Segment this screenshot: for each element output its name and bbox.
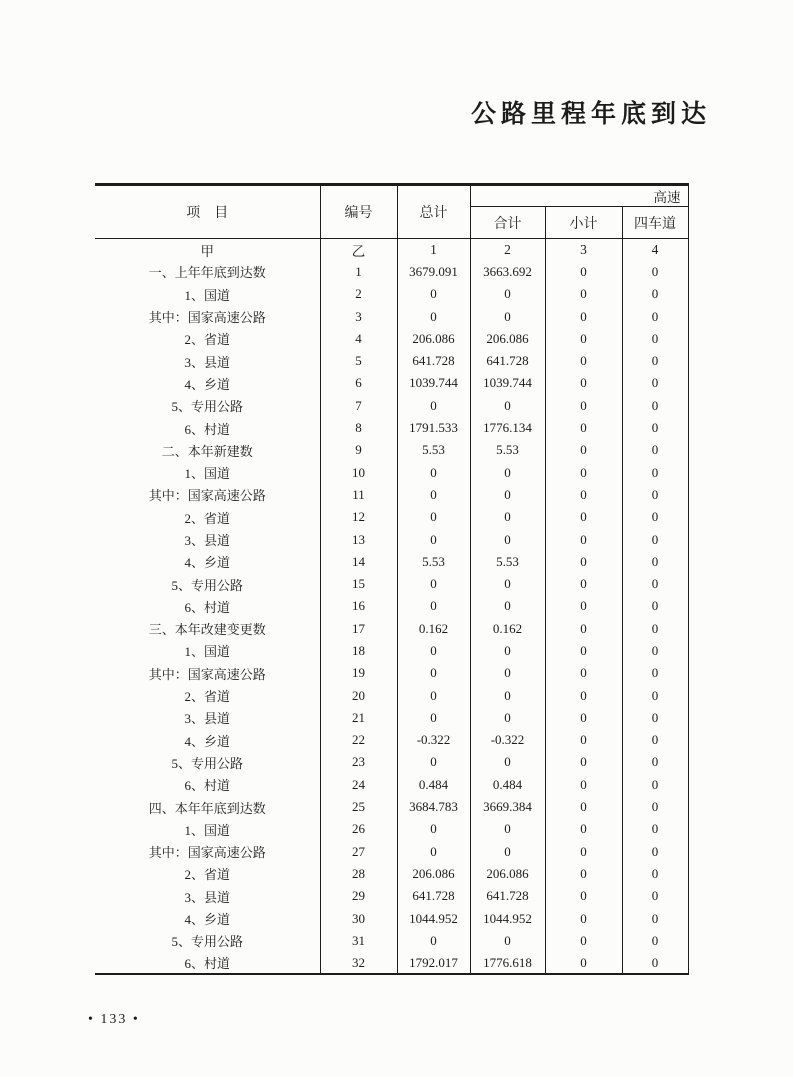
total-cell: 1039.744	[397, 372, 470, 394]
subtotal-cell: 0	[470, 841, 545, 863]
code-cell: 21	[320, 707, 397, 729]
code-cell: 25	[320, 796, 397, 818]
highway-subtotal-cell: 0	[545, 595, 622, 617]
code-cell: 14	[320, 551, 397, 573]
total-cell: 0	[397, 484, 470, 506]
subtotal-cell: 0	[470, 595, 545, 617]
subtotal-cell: 0	[470, 662, 545, 684]
four-lane-cell: 0	[622, 461, 688, 483]
highway-subtotal-cell: 0	[545, 528, 622, 550]
subtotal-cell: 5.53	[470, 439, 545, 461]
table-row	[95, 283, 688, 305]
total-cell: -0.322	[397, 729, 470, 751]
subtotal-cell: 5.53	[470, 551, 545, 573]
four-lane-cell: 0	[622, 261, 688, 283]
col-header-highway-subtotal: 小计	[545, 207, 622, 239]
total-cell: 0	[397, 283, 470, 305]
table-row	[95, 417, 688, 439]
highway-subtotal-cell: 0	[545, 573, 622, 595]
total-cell: 5.53	[397, 551, 470, 573]
four-lane-cell: 0	[622, 573, 688, 595]
subtotal-cell: 3663.692	[470, 261, 545, 283]
total-cell: 0	[397, 707, 470, 729]
index-cell-subtotal: 2	[470, 239, 545, 261]
item-cell: 2、省道	[95, 506, 320, 528]
four-lane-cell: 0	[622, 907, 688, 929]
item-cell: 2、省道	[95, 863, 320, 885]
item-cell: 四、本年年底到达数	[95, 796, 320, 818]
item-cell: 1、国道	[95, 818, 320, 840]
four-lane-cell: 0	[622, 952, 688, 974]
code-cell: 1	[320, 261, 397, 283]
item-cell: 1、国道	[95, 640, 320, 662]
code-cell: 26	[320, 818, 397, 840]
total-cell: 206.086	[397, 328, 470, 350]
four-lane-cell: 0	[622, 751, 688, 773]
code-cell: 32	[320, 952, 397, 974]
highway-subtotal-cell: 0	[545, 707, 622, 729]
four-lane-cell: 0	[622, 707, 688, 729]
four-lane-cell: 0	[622, 551, 688, 573]
total-cell: 0	[397, 528, 470, 550]
four-lane-cell: 0	[622, 506, 688, 528]
subtotal-cell: 0	[470, 573, 545, 595]
highway-subtotal-cell: 0	[545, 461, 622, 483]
subtotal-cell: 641.728	[470, 350, 545, 372]
code-cell: 16	[320, 595, 397, 617]
subtotal-cell: 0	[470, 461, 545, 483]
code-cell: 10	[320, 461, 397, 483]
table-row	[95, 372, 688, 394]
four-lane-cell: 0	[622, 595, 688, 617]
index-cell-item: 甲	[95, 239, 320, 261]
subtotal-cell: 0	[470, 930, 545, 952]
index-cell-total: 1	[397, 239, 470, 261]
table-row	[95, 640, 688, 662]
highway-subtotal-cell: 0	[545, 283, 622, 305]
item-cell: 1、国道	[95, 283, 320, 305]
table-row	[95, 751, 688, 773]
subtotal-cell: 1044.952	[470, 907, 545, 929]
table-row	[95, 885, 688, 907]
highway-subtotal-cell: 0	[545, 662, 622, 684]
item-cell: 2、省道	[95, 684, 320, 706]
table-row	[95, 841, 688, 863]
total-cell: 5.53	[397, 439, 470, 461]
highway-subtotal-cell: 0	[545, 372, 622, 394]
four-lane-cell: 0	[622, 729, 688, 751]
table-row	[95, 551, 688, 573]
total-cell: 0	[397, 395, 470, 417]
highway-subtotal-cell: 0	[545, 305, 622, 327]
subtotal-cell: 1039.744	[470, 372, 545, 394]
code-cell: 3	[320, 305, 397, 327]
four-lane-cell: 0	[622, 528, 688, 550]
item-cell: 其中：国家高速公路	[95, 305, 320, 327]
highway-subtotal-cell: 0	[545, 885, 622, 907]
subtotal-cell: 0	[470, 640, 545, 662]
col-header-code: 编号	[320, 185, 397, 239]
subtotal-cell: 0	[470, 305, 545, 327]
four-lane-cell: 0	[622, 395, 688, 417]
code-cell: 29	[320, 885, 397, 907]
highway-subtotal-cell: 0	[545, 328, 622, 350]
item-cell: 3、县道	[95, 707, 320, 729]
item-cell: 4、乡道	[95, 551, 320, 573]
item-cell: 6、村道	[95, 595, 320, 617]
four-lane-cell: 0	[622, 662, 688, 684]
highway-subtotal-cell: 0	[545, 684, 622, 706]
table-row	[95, 952, 688, 974]
code-cell: 17	[320, 618, 397, 640]
highway-subtotal-cell: 0	[545, 395, 622, 417]
table-row	[95, 261, 688, 283]
four-lane-cell: 0	[622, 684, 688, 706]
subtotal-cell: 0	[470, 484, 545, 506]
highway-subtotal-cell: 0	[545, 417, 622, 439]
total-cell: 0	[397, 573, 470, 595]
four-lane-cell: 0	[622, 417, 688, 439]
code-cell: 18	[320, 640, 397, 662]
four-lane-cell: 0	[622, 885, 688, 907]
item-cell: 三、本年改建变更数	[95, 618, 320, 640]
table-row	[95, 595, 688, 617]
table-row	[95, 707, 688, 729]
code-cell: 31	[320, 930, 397, 952]
four-lane-cell: 0	[622, 283, 688, 305]
col-header-four-lane: 四车道	[622, 207, 688, 239]
subtotal-cell: 206.086	[470, 328, 545, 350]
four-lane-cell: 0	[622, 372, 688, 394]
table-row	[95, 930, 688, 952]
four-lane-cell: 0	[622, 618, 688, 640]
code-cell: 24	[320, 774, 397, 796]
total-cell: 0	[397, 595, 470, 617]
total-cell: 0	[397, 818, 470, 840]
table-row	[95, 305, 688, 327]
highway-subtotal-cell: 0	[545, 952, 622, 974]
item-cell: 5、专用公路	[95, 930, 320, 952]
total-cell: 0	[397, 305, 470, 327]
four-lane-cell: 0	[622, 484, 688, 506]
total-cell: 0	[397, 461, 470, 483]
item-cell: 5、专用公路	[95, 395, 320, 417]
item-cell: 4、乡道	[95, 907, 320, 929]
subtotal-cell: 0.162	[470, 618, 545, 640]
code-cell: 19	[320, 662, 397, 684]
subtotal-cell: 0	[470, 395, 545, 417]
highway-subtotal-cell: 0	[545, 774, 622, 796]
table-row	[95, 774, 688, 796]
table-row	[95, 328, 688, 350]
subtotal-cell: 641.728	[470, 885, 545, 907]
highway-subtotal-cell: 0	[545, 796, 622, 818]
item-cell: 1、国道	[95, 461, 320, 483]
item-cell: 6、村道	[95, 952, 320, 974]
col-header-subtotal: 合计	[470, 207, 545, 239]
index-cell-four-lane: 4	[622, 239, 688, 261]
item-cell: 4、乡道	[95, 372, 320, 394]
code-cell: 4	[320, 328, 397, 350]
highway-subtotal-cell: 0	[545, 551, 622, 573]
four-lane-cell: 0	[622, 640, 688, 662]
table-row	[95, 818, 688, 840]
code-cell: 7	[320, 395, 397, 417]
subtotal-cell: 0	[470, 818, 545, 840]
subtotal-cell: 1776.618	[470, 952, 545, 974]
code-cell: 30	[320, 907, 397, 929]
table-row	[95, 506, 688, 528]
four-lane-cell: 0	[622, 796, 688, 818]
item-cell: 6、村道	[95, 774, 320, 796]
page-title: 公路里程年底到达	[470, 101, 711, 128]
item-cell: 其中：国家高速公路	[95, 662, 320, 684]
table-row	[95, 907, 688, 929]
table-row	[95, 573, 688, 595]
code-cell: 2	[320, 283, 397, 305]
table-row	[95, 484, 688, 506]
total-cell: 1044.952	[397, 907, 470, 929]
total-cell: 0	[397, 930, 470, 952]
subtotal-cell: 0	[470, 283, 545, 305]
code-cell: 28	[320, 863, 397, 885]
total-cell: 3684.783	[397, 796, 470, 818]
highway-subtotal-cell: 0	[545, 818, 622, 840]
code-cell: 5	[320, 350, 397, 372]
table-row	[95, 863, 688, 885]
table-row	[95, 729, 688, 751]
table-row	[95, 662, 688, 684]
highway-subtotal-cell: 0	[545, 863, 622, 885]
total-cell: 0	[397, 662, 470, 684]
subtotal-cell: 0	[470, 528, 545, 550]
subtotal-cell: 206.086	[470, 863, 545, 885]
table-row	[95, 684, 688, 706]
four-lane-cell: 0	[622, 305, 688, 327]
code-cell: 22	[320, 729, 397, 751]
highway-subtotal-cell: 0	[545, 729, 622, 751]
four-lane-cell: 0	[622, 841, 688, 863]
table-row	[95, 395, 688, 417]
subtotal-cell: -0.322	[470, 729, 545, 751]
total-cell: 641.728	[397, 350, 470, 372]
col-header-total: 总计	[397, 185, 470, 239]
code-cell: 6	[320, 372, 397, 394]
item-cell: 3、县道	[95, 885, 320, 907]
highway-subtotal-cell: 0	[545, 261, 622, 283]
highway-subtotal-cell: 0	[545, 618, 622, 640]
page-number: • 133 •	[88, 1012, 140, 1027]
total-cell: 0	[397, 841, 470, 863]
four-lane-cell: 0	[622, 439, 688, 461]
subtotal-cell: 0	[470, 684, 545, 706]
table-row	[95, 461, 688, 483]
subtotal-cell: 1776.134	[470, 417, 545, 439]
total-cell: 641.728	[397, 885, 470, 907]
four-lane-cell: 0	[622, 818, 688, 840]
code-cell: 27	[320, 841, 397, 863]
highway-mileage-table	[95, 183, 689, 975]
highway-subtotal-cell: 0	[545, 640, 622, 662]
total-cell: 3679.091	[397, 261, 470, 283]
total-cell: 0.162	[397, 618, 470, 640]
highway-subtotal-cell: 0	[545, 439, 622, 461]
total-cell: 206.086	[397, 863, 470, 885]
four-lane-cell: 0	[622, 863, 688, 885]
item-cell: 一、上年年底到达数	[95, 261, 320, 283]
four-lane-cell: 0	[622, 930, 688, 952]
table-header	[95, 185, 688, 239]
highway-subtotal-cell: 0	[545, 907, 622, 929]
highway-subtotal-cell: 0	[545, 841, 622, 863]
table-row	[95, 796, 688, 818]
subtotal-cell: 0	[470, 707, 545, 729]
total-cell: 0	[397, 684, 470, 706]
code-cell: 11	[320, 484, 397, 506]
item-cell: 5、专用公路	[95, 573, 320, 595]
code-cell: 13	[320, 528, 397, 550]
item-cell: 6、村道	[95, 417, 320, 439]
subtotal-cell: 0	[470, 506, 545, 528]
item-cell: 二、本年新建数	[95, 439, 320, 461]
item-cell: 其中：国家高速公路	[95, 841, 320, 863]
item-cell: 3、县道	[95, 528, 320, 550]
table-row	[95, 528, 688, 550]
code-cell: 9	[320, 439, 397, 461]
table-body	[95, 239, 688, 975]
highway-subtotal-cell: 0	[545, 350, 622, 372]
index-cell-highway-subtotal: 3	[545, 239, 622, 261]
total-cell: 0.484	[397, 774, 470, 796]
item-cell: 3、县道	[95, 350, 320, 372]
highway-subtotal-cell: 0	[545, 484, 622, 506]
code-cell: 23	[320, 751, 397, 773]
table-row	[95, 618, 688, 640]
index-cell-code: 乙	[320, 239, 397, 261]
col-group-highway: 高速	[470, 185, 688, 207]
item-cell: 其中：国家高速公路	[95, 484, 320, 506]
col-header-item: 项 目	[95, 185, 320, 239]
highway-subtotal-cell: 0	[545, 506, 622, 528]
table-row	[95, 350, 688, 372]
total-cell: 0	[397, 640, 470, 662]
subtotal-cell: 3669.384	[470, 796, 545, 818]
highway-subtotal-cell: 0	[545, 751, 622, 773]
subtotal-cell: 0	[470, 751, 545, 773]
code-cell: 20	[320, 684, 397, 706]
item-cell: 2、省道	[95, 328, 320, 350]
total-cell: 1791.533	[397, 417, 470, 439]
four-lane-cell: 0	[622, 328, 688, 350]
highway-subtotal-cell: 0	[545, 930, 622, 952]
four-lane-cell: 0	[622, 350, 688, 372]
column-index-row	[95, 239, 688, 261]
code-cell: 12	[320, 506, 397, 528]
code-cell: 8	[320, 417, 397, 439]
item-cell: 4、乡道	[95, 729, 320, 751]
total-cell: 1792.017	[397, 952, 470, 974]
total-cell: 0	[397, 506, 470, 528]
total-cell: 0	[397, 751, 470, 773]
subtotal-cell: 0.484	[470, 774, 545, 796]
four-lane-cell: 0	[622, 774, 688, 796]
item-cell: 5、专用公路	[95, 751, 320, 773]
code-cell: 15	[320, 573, 397, 595]
table-row	[95, 439, 688, 461]
